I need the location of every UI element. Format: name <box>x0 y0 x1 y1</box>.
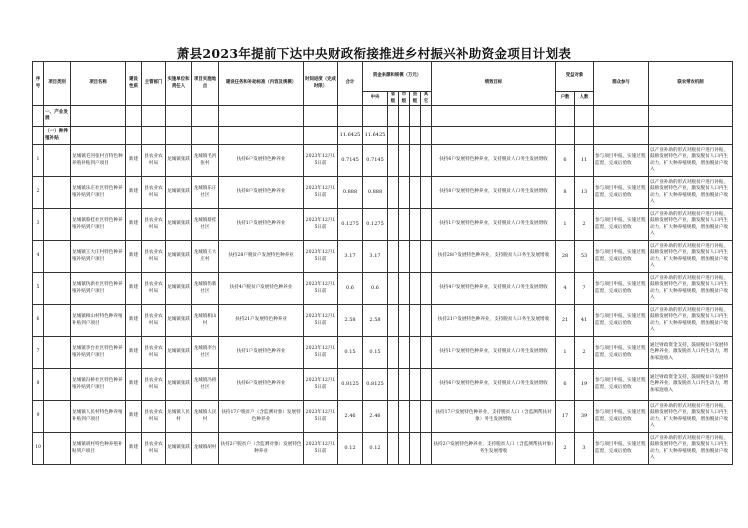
row-dept: 县农业农村局 <box>142 401 166 433</box>
row-location: 龙城镇人民村 <box>192 401 219 433</box>
row-persons: 2 <box>575 209 594 241</box>
row-dept: 县农业农村局 <box>142 305 166 337</box>
header-location: 项目实施地点 <box>192 62 219 106</box>
row-total: 0.1275 <box>338 209 363 241</box>
row-participation: 参与项目申报，实施过程监督，完成后验收 <box>594 273 649 305</box>
row-linkage: 以产业补助的形式对脱贫户进行补贴，鼓励发展特色产业，激发脱贫人口内生动力，扩大种养殖规模，增加脱贫户收入 <box>649 401 733 433</box>
row-city <box>399 273 410 305</box>
row-provincial <box>388 433 399 465</box>
row-dept: 县农业农村局 <box>142 369 166 401</box>
row-nature: 新建 <box>126 401 142 433</box>
row-name: 龙城镇蔡桂社区特色种养殖补贴到户项目 <box>71 209 126 241</box>
row-performance: 扶持21户发展特色种养业，支持脱贫人口务生发展增收 <box>432 305 556 337</box>
row-linkage: 通过财政资金支持，鼓励脱贫户发展特色种养业，激发脱贫人口内生动力，增加家庭收入 <box>649 337 733 369</box>
row-households: 17 <box>556 401 575 433</box>
row-performance: 扶持8户发展特色种养业，支持脱贫人口务生发展增收 <box>432 177 556 209</box>
row-unit: 龙城镇张跃 <box>166 241 192 273</box>
row-total: 0.8125 <box>338 369 363 401</box>
row-other <box>421 241 432 273</box>
row-persons: 19 <box>575 369 594 401</box>
row-content: 扶持1户发展特色种养业 <box>219 209 304 241</box>
row-nature: 新建 <box>126 145 142 177</box>
row-schedule: 2023年12月15日前 <box>304 145 338 177</box>
row-linkage: 以产业补助的形式对脱贫户进行补贴，鼓励发展特色产业，激发脱贫人口内生动力，扩大种养殖规模，增加脱贫户收入 <box>649 209 733 241</box>
row-city <box>399 209 410 241</box>
row-city <box>399 305 410 337</box>
table-row <box>33 145 733 177</box>
row-dept: 县农业农村局 <box>142 145 166 177</box>
table-row <box>33 177 733 209</box>
row-schedule: 2023年12月15日前 <box>304 369 338 401</box>
row-other <box>421 305 432 337</box>
row-total: 0.6 <box>338 273 363 305</box>
row-county <box>410 273 421 305</box>
row-performance: 扶持6户发展特色种养业，支持脱贫人口务生发展增收 <box>432 145 556 177</box>
row-schedule: 2023年12月15日前 <box>304 241 338 273</box>
row-content: 扶持2户脱贫户（含监测对象）发展特色种养业 <box>219 433 304 465</box>
row-central: 2.58 <box>363 305 388 337</box>
row-name: 龙城镇王大庄村特色种养殖补贴到户项目 <box>71 241 126 273</box>
row-provincial <box>388 145 399 177</box>
table-row <box>33 369 733 401</box>
row-nature: 新建 <box>126 209 142 241</box>
row-category <box>44 369 71 401</box>
row-households: 2 <box>556 433 575 465</box>
row-provincial <box>388 273 399 305</box>
row-location: 龙城镇王大庄村 <box>192 241 219 273</box>
row-total: 0.7145 <box>338 145 363 177</box>
header-dept: 主管部门 <box>142 62 166 106</box>
header-performance: 绩效目标 <box>432 62 556 106</box>
header-name: 项目名称 <box>71 62 126 106</box>
row-name: 龙城镇李台社区特色种养殖补贴到户项目 <box>71 337 126 369</box>
table-row <box>33 209 733 241</box>
row-total: 2.46 <box>338 401 363 433</box>
row-schedule: 2023年12月15日前 <box>304 401 338 433</box>
row-other <box>421 337 432 369</box>
row-category <box>44 177 71 209</box>
row-central: 0.12 <box>363 433 388 465</box>
row-location: 龙城镇李台社区 <box>192 337 219 369</box>
row-location: 龙城镇乐庄社区 <box>192 177 219 209</box>
row-city <box>399 177 410 209</box>
row-performance: 扶持17户发展特色种养业，支持脱贫人口（含监测帮扶对象）务生发展增收 <box>432 401 556 433</box>
row-county <box>410 369 421 401</box>
row-category <box>44 273 71 305</box>
row-participation: 参与项目申报，实施过程监督，完成后验收 <box>594 433 649 465</box>
row-county <box>410 401 421 433</box>
row-city <box>399 241 410 273</box>
row-location: 龙城镇胡村 <box>192 433 219 465</box>
row-content: 扶持8户发展特色种养业 <box>219 177 304 209</box>
row-name: 龙城镇相山村特色种养殖补贴到户项目 <box>71 305 126 337</box>
row-linkage: 以产业补助的形式对脱贫户进行补贴，鼓励发展特色产业，激发脱贫人口内生动力，扩大种养殖规模，增加脱贫户收入 <box>649 305 733 337</box>
header-nature: 建设性质 <box>126 62 142 106</box>
row-participation: 参与项目申报，实施过程监督，完成后验收 <box>594 241 649 273</box>
row-central: 0.1275 <box>363 209 388 241</box>
row-location: 龙城镇伪新社区 <box>192 273 219 305</box>
row-county <box>410 305 421 337</box>
row-central: 0.15 <box>363 337 388 369</box>
row-total: 0.15 <box>338 337 363 369</box>
row-seq: 8 <box>33 369 44 401</box>
row-seq: 4 <box>33 241 44 273</box>
row-linkage: 以产业补助的形式对脱贫户进行补贴，鼓励发展特色产业，激发脱贫人口内生动力，扩大种养殖规模，增加脱贫户收入 <box>649 241 733 273</box>
row-total: 0.888 <box>338 177 363 209</box>
table-row <box>33 241 733 273</box>
header-seq: 序号 <box>33 62 44 106</box>
row-unit: 龙城镇人民村 <box>166 401 192 433</box>
header-funds-group: 资金来源和规模（万元） <box>363 62 432 92</box>
row-content: 扶持17户脱贫户（含监测对象）发展特色种养业 <box>219 401 304 433</box>
row-content: 扶持21户发展特色种养业 <box>219 305 304 337</box>
row-persons: 39 <box>575 401 594 433</box>
row-content: 扶持1户发展特色种养业 <box>219 337 304 369</box>
row-county <box>410 433 421 465</box>
row-unit: 龙城镇张跃 <box>166 273 192 305</box>
row-participation: 参与项目申报，实施过程监督，完成后验收 <box>594 177 649 209</box>
row-persons: 2 <box>575 337 594 369</box>
row-linkage: 以产业补助的形式对脱贫户进行补贴，鼓励发展特色产业，激发脱贫人口内生动力，扩大种养殖规模，增加脱贫户收入 <box>649 177 733 209</box>
row-persons: 7 <box>575 273 594 305</box>
row-households: 1 <box>556 337 575 369</box>
row-name: 龙城镇冯桥社区特色种养殖补贴到户项目 <box>71 369 126 401</box>
row-performance: 扶持1户发展特色种养业，支持脱贫人口务生发展增收 <box>432 337 556 369</box>
section-subsidy-label: （一）种养殖补贴 <box>44 127 71 145</box>
row-households: 28 <box>556 241 575 273</box>
row-unit: 龙城镇张跃 <box>166 177 192 209</box>
table-row <box>33 273 733 305</box>
header-category: 项目类别 <box>44 62 71 106</box>
section-industry-label: 一、产业发展 <box>44 106 71 127</box>
row-linkage: 通过财政资金支持，鼓励脱贫户发展特色种养业，激发脱贫人口内生动力，增加家庭收入 <box>649 369 733 401</box>
row-unit: 龙城镇张跃 <box>166 305 192 337</box>
row-households: 6 <box>556 145 575 177</box>
row-category <box>44 337 71 369</box>
section-subsidy-central: 11.6425 <box>363 127 388 145</box>
row-dept: 县农业农村局 <box>142 433 166 465</box>
row-seq: 5 <box>33 273 44 305</box>
row-schedule: 2023年12月15日前 <box>304 305 338 337</box>
document-title: 萧县2023年提前下达中央财政衔接推进乡村振兴补助资金项目计划表 <box>176 46 572 61</box>
section-row-industry <box>33 106 733 127</box>
row-linkage: 以产业补助的形式对脱贫户进行补贴，鼓励发展特色产业，激发脱贫人口内生动力，扩大种养殖规模，增加脱贫户收入 <box>649 145 733 177</box>
row-participation: 参与项目申报，实施过程监督，完成后验收 <box>594 337 649 369</box>
row-city <box>399 369 410 401</box>
row-seq: 1 <box>33 145 44 177</box>
row-name: 龙城镇伪新社区特色种养殖补贴到户项目 <box>71 273 126 305</box>
row-households: 6 <box>556 369 575 401</box>
row-county <box>410 177 421 209</box>
header-central: 中央 <box>363 92 388 106</box>
row-content: 扶持6户发展特色种养业 <box>219 145 304 177</box>
section-row-subsidy <box>33 127 733 145</box>
row-persons: 11 <box>575 145 594 177</box>
row-central: 0.8125 <box>363 369 388 401</box>
header-linkage: 联农带农机制 <box>649 62 733 106</box>
project-plan-table <box>32 61 733 465</box>
row-category <box>44 241 71 273</box>
row-county <box>410 145 421 177</box>
row-provincial <box>388 209 399 241</box>
header-participation: 群众参与 <box>594 62 649 106</box>
row-other <box>421 209 432 241</box>
row-seq: 7 <box>33 337 44 369</box>
row-performance: 扶持28户发展特色种养业，支持脱贫人口务生发展增收 <box>432 241 556 273</box>
row-households: 1 <box>556 209 575 241</box>
row-performance: 扶持4户发展特色种养业，支持脱贫人口务生发展增收 <box>432 273 556 305</box>
row-schedule: 2023年12月15日前 <box>304 337 338 369</box>
row-nature: 新建 <box>126 369 142 401</box>
row-unit: 龙城镇张跃 <box>166 145 192 177</box>
header-other: 其它 <box>421 92 432 106</box>
row-linkage: 以产业补助的形式对脱贫户进行补贴，鼓励发展特色产业，激发脱贫人口内生动力，扩大种养殖规模，增加脱贫户收入 <box>649 433 733 465</box>
row-unit: 龙城镇张跃 <box>166 209 192 241</box>
header-content: 建设任务和补助标准（内容及规模） <box>219 62 304 106</box>
row-content: 扶持6户发展特色种养业 <box>219 369 304 401</box>
row-participation: 参与项目申报，实施过程监督，完成后验收 <box>594 145 649 177</box>
row-category <box>44 401 71 433</box>
row-seq: 10 <box>33 433 44 465</box>
row-name: 龙城镇乐庄社区特色种养殖补贴到户项目 <box>71 177 126 209</box>
row-content: 扶持28户脱贫户发展特色种养业 <box>219 241 304 273</box>
row-unit: 龙城镇张跃 <box>166 369 192 401</box>
row-nature: 新建 <box>126 177 142 209</box>
row-location: 龙城镇蔡桂社区 <box>192 209 219 241</box>
row-households: 8 <box>556 177 575 209</box>
row-total: 0.12 <box>338 433 363 465</box>
row-provincial <box>388 337 399 369</box>
row-category <box>44 145 71 177</box>
row-linkage: 以产业补助的形式对脱贫户进行补贴，鼓励发展特色产业，激发脱贫人口内生动力，扩大种养殖规模，增加脱贫户收入 <box>649 273 733 305</box>
row-performance: 扶持6户发展特色种养业，支持脱贫人口务生发展增收 <box>432 369 556 401</box>
row-central: 0.6 <box>363 273 388 305</box>
row-seq: 9 <box>33 401 44 433</box>
row-households: 4 <box>556 273 575 305</box>
row-participation: 参与项目申报，实施过程监督，完成后验收 <box>594 305 649 337</box>
row-name: 龙城镇人民村特色种养殖补贴到户项目 <box>71 401 126 433</box>
row-category <box>44 209 71 241</box>
row-category <box>44 433 71 465</box>
row-seq: 2 <box>33 177 44 209</box>
table-row <box>33 305 733 337</box>
header-total: 合计 <box>338 62 363 106</box>
table-row <box>33 433 733 465</box>
row-dept: 县农业农村局 <box>142 209 166 241</box>
row-persons: 13 <box>575 177 594 209</box>
row-other <box>421 401 432 433</box>
row-other <box>421 369 432 401</box>
row-central: 2.46 <box>363 401 388 433</box>
row-location: 龙城镇冯桥社区 <box>192 369 219 401</box>
header-provincial: 省级 <box>388 92 399 106</box>
row-persons: 3 <box>575 433 594 465</box>
row-participation: 参与项目申报，实施过程监督，完成后验收 <box>594 369 649 401</box>
row-dept: 县农业农村局 <box>142 241 166 273</box>
row-provincial <box>388 241 399 273</box>
row-other <box>421 273 432 305</box>
row-category <box>44 305 71 337</box>
row-dept: 县农业农村局 <box>142 273 166 305</box>
row-location: 龙城镇相山村 <box>192 305 219 337</box>
header-households: 户数 <box>556 92 575 106</box>
row-city <box>399 433 410 465</box>
row-performance: 扶持1户发展特色种养业，支持脱贫人口务生发展增收 <box>432 209 556 241</box>
table-row <box>33 337 733 369</box>
row-schedule: 2023年12月15日前 <box>304 273 338 305</box>
row-persons: 41 <box>575 305 594 337</box>
row-unit: 龙城镇张跃 <box>166 337 192 369</box>
row-nature: 新建 <box>126 273 142 305</box>
row-schedule: 2023年12月15日前 <box>304 209 338 241</box>
row-schedule: 2023年12月15日前 <box>304 433 338 465</box>
row-provincial <box>388 177 399 209</box>
row-name: 龙城镇胡村特色种养殖补贴到户项目 <box>71 433 126 465</box>
row-provincial <box>388 401 399 433</box>
row-total: 3.17 <box>338 241 363 273</box>
row-other <box>421 177 432 209</box>
row-seq: 3 <box>33 209 44 241</box>
header-county: 县级 <box>410 92 421 106</box>
header-city: 市级 <box>399 92 410 106</box>
header-unit: 实施单位和责任人 <box>166 62 192 106</box>
row-unit: 龙城镇张跃 <box>166 433 192 465</box>
row-county <box>410 209 421 241</box>
row-location: 龙城镇毛河张村 <box>192 145 219 177</box>
row-nature: 新建 <box>126 241 142 273</box>
row-county <box>410 241 421 273</box>
row-city <box>399 401 410 433</box>
row-provincial <box>388 305 399 337</box>
row-nature: 新建 <box>126 305 142 337</box>
row-other <box>421 145 432 177</box>
row-name: 龙城镇毛河张村百特色种养殖补贴到户项目 <box>71 145 126 177</box>
row-city <box>399 337 410 369</box>
row-persons: 53 <box>575 241 594 273</box>
row-central: 0.7145 <box>363 145 388 177</box>
header-schedule: 时间进度（完成时限） <box>304 62 338 106</box>
row-dept: 县农业农村局 <box>142 177 166 209</box>
section-subsidy-total: 11.6425 <box>338 127 363 145</box>
row-performance: 扶持2户发展特色种养业，支持脱贫人口（含监测帮扶对象）务生发展增收 <box>432 433 556 465</box>
row-participation: 参与项目申报，实施过程监督，完成后验收 <box>594 401 649 433</box>
row-nature: 新建 <box>126 337 142 369</box>
row-households: 21 <box>556 305 575 337</box>
row-county <box>410 337 421 369</box>
row-participation: 参与项目申报，实施过程监督，完成后验收 <box>594 209 649 241</box>
row-other <box>421 433 432 465</box>
row-dept: 县农业农村局 <box>142 337 166 369</box>
row-seq: 6 <box>33 305 44 337</box>
row-nature: 新建 <box>126 433 142 465</box>
table-row <box>33 401 733 433</box>
row-schedule: 2023年12月15日前 <box>304 177 338 209</box>
row-city <box>399 145 410 177</box>
row-content: 扶持4户脱贫户发展特色种养业 <box>219 273 304 305</box>
row-central: 0.888 <box>363 177 388 209</box>
row-central: 3.17 <box>363 241 388 273</box>
row-total: 2.58 <box>338 305 363 337</box>
header-row-1 <box>33 62 733 92</box>
header-beneficiary-group: 受益对象 <box>556 62 594 92</box>
row-provincial <box>388 369 399 401</box>
header-persons: 人数 <box>575 92 594 106</box>
